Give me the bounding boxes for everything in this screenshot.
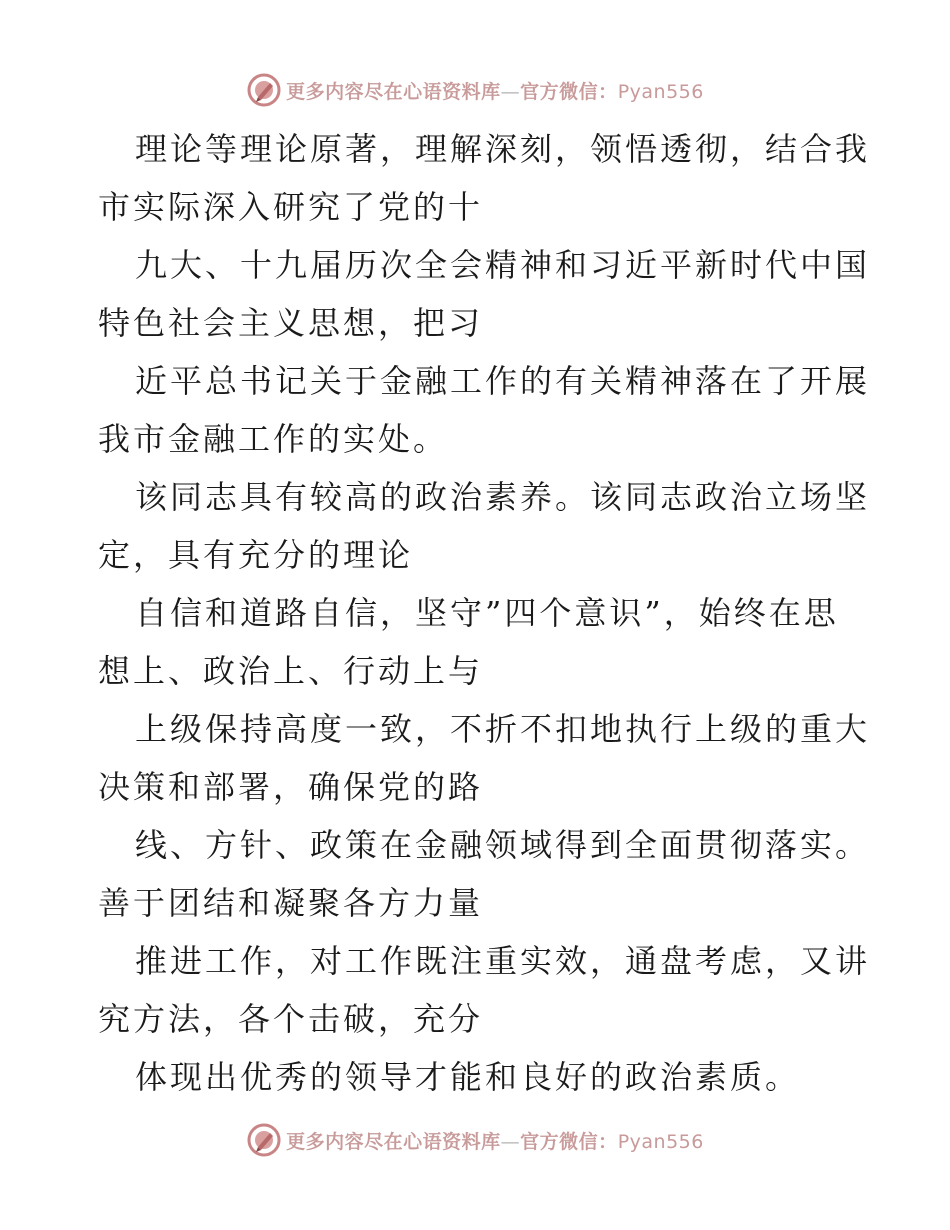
text-line: 想上、政治上、行动上与 [98, 652, 484, 690]
watermark-text: 更多内容尽在心语资料库—官方微信：Pyan556 [286, 1130, 704, 1153]
text-line: 决策和部署，确保党的路 [98, 768, 484, 806]
text-line: 该同志具有较高的政治素养。该同志政治立场坚 [135, 478, 871, 516]
text-line: 特色社会主义思想，把习 [98, 304, 484, 342]
text-line: 市实际深入研究了党的十 [98, 188, 484, 226]
pen-nib-logo-icon [246, 72, 282, 108]
text-line: 九大、十九届历次全会精神和习近平新时代中国 [135, 246, 871, 284]
header-watermark [0, 70, 950, 110]
pen-nib-logo-icon [246, 1122, 282, 1158]
text-line: 推进工作，对工作既注重实效，通盘考虑，又讲 [135, 942, 871, 980]
text-line: 定，具有充分的理论 [98, 536, 414, 574]
text-line: 善于团结和凝聚各方力量 [98, 884, 484, 922]
document-body [98, 120, 871, 1106]
text-line: 我市金融工作的实处。 [98, 420, 449, 458]
text-line: 上级保持高度一致，不折不扣地执行上级的重大 [135, 710, 871, 748]
footer-watermark [0, 1120, 950, 1160]
text-line: 究方法，各个击破，充分 [98, 1000, 484, 1038]
text-line: 近平总书记关于金融工作的有关精神落在了开展 [135, 362, 871, 400]
text-line: 体现出优秀的领导才能和良好的政治素质。 [135, 1058, 801, 1096]
watermark-text: 更多内容尽在心语资料库—官方微信：Pyan556 [286, 80, 704, 103]
text-line: 自信和道路自信，坚守”四个意识”，始终在思 [135, 594, 839, 632]
text-line: 理论等理论原著，理解深刻，领悟透彻，结合我 [135, 130, 871, 168]
text-line: 线、方针、政策在金融领域得到全面贯彻落实。 [135, 826, 871, 864]
